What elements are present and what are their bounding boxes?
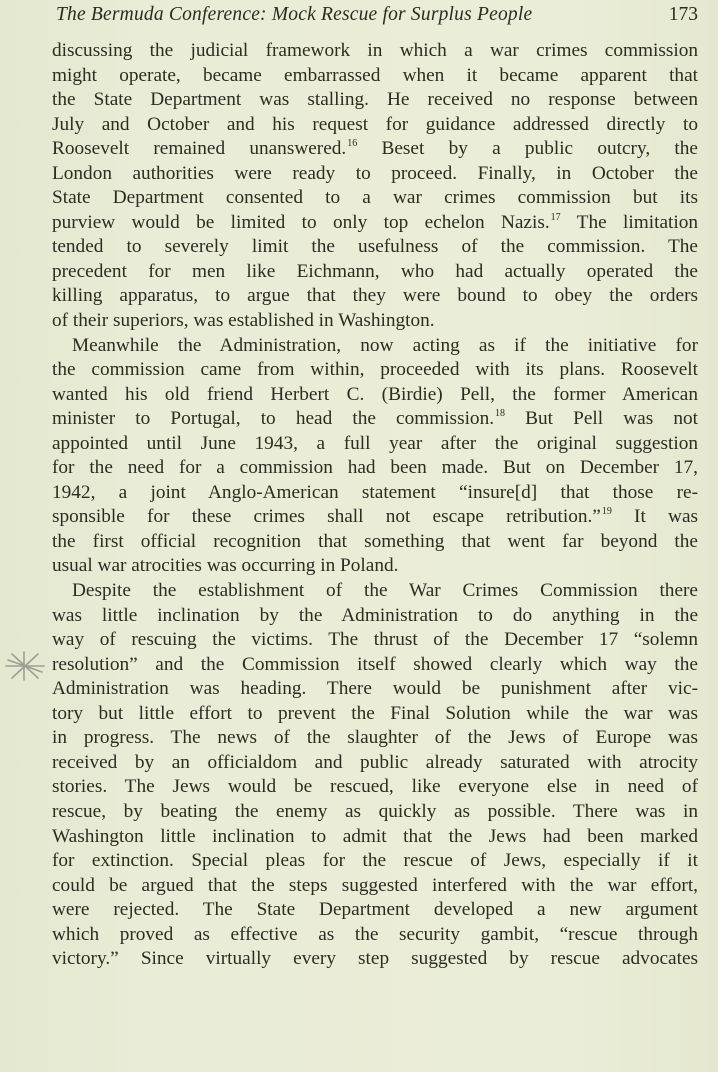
line-text: wanted his old friend Herbert C. (Birdie) Pell, the former American	[52, 383, 698, 405]
text-line	[52, 775, 698, 800]
text-line	[52, 383, 698, 408]
footnote-marker[interactable]: 17	[550, 211, 561, 223]
line-text: discussing the judicial framework in which a war crimes commission	[52, 40, 698, 61]
text-line	[52, 825, 698, 850]
line-text: Meanwhile the Administration, now acting as if the initiative for	[72, 334, 698, 356]
text-line	[52, 530, 698, 555]
text-line	[52, 505, 698, 530]
line-text: usual war atrocities was occurring in Poland.	[52, 555, 399, 577]
text-line	[52, 628, 698, 653]
line-text-continued: Beset by a public outcry, the	[357, 138, 698, 160]
line-text: sponsible for these crimes shall not escape retribution.”	[52, 506, 601, 528]
text-line	[52, 211, 698, 236]
footnote-marker[interactable]: 18	[495, 408, 506, 420]
line-text: the first official recognition that something that went far beyond the	[52, 530, 698, 552]
asterisk-pencil-mark-icon	[2, 648, 46, 684]
text-line	[52, 653, 698, 678]
text-line	[52, 481, 698, 506]
footnote-marker[interactable]: 19	[601, 506, 612, 518]
body-text	[52, 39, 698, 972]
line-text-continued: But Pell was not	[505, 408, 698, 430]
line-text: Roosevelt remained unanswered.	[52, 138, 347, 160]
text-line	[52, 456, 698, 481]
text-line	[52, 39, 698, 64]
line-text: rescue, by beating the enemy as quickly as possible. There was in	[52, 800, 698, 822]
line-text: resolution” and the Commission itself showed clearly which way the	[52, 653, 698, 675]
text-line	[52, 407, 698, 432]
line-text: appointed until June 1943, a full year after the original suggestion	[52, 432, 698, 454]
text-line	[52, 849, 698, 874]
text-line	[52, 702, 698, 727]
text-line	[52, 898, 698, 923]
text-line	[52, 947, 698, 972]
line-text: received by an officialdom and public already saturated with atrocity	[52, 751, 698, 773]
line-text: was little inclination by the Administration to do anything in the	[52, 604, 698, 626]
text-line	[52, 358, 698, 383]
line-text: London authorities were ready to proceed. Finally, in October the	[52, 162, 698, 184]
line-text: victory.” Since virtually every step suggested by rescue advocates	[52, 948, 698, 970]
line-text: purview would be limited to only top echelon Nazis.	[52, 211, 550, 233]
text-line	[52, 64, 698, 89]
line-text: Administration was heading. There would be punishment after vic-	[52, 678, 698, 700]
text-line	[52, 284, 698, 309]
footnote-marker[interactable]: 16	[347, 138, 358, 150]
line-text: might operate, became embarrassed when it became apparent that	[52, 64, 698, 86]
text-line	[52, 235, 698, 260]
line-text: tory but little effort to prevent the Final Solution while the war was	[52, 702, 698, 724]
line-text: in progress. The news of the slaughter of the Jews of Europe was	[52, 727, 698, 749]
line-text: Washington little inclination to admit that the Jews had been marked	[52, 825, 698, 847]
line-text: could be argued that the steps suggested interfered with the war effort,	[52, 874, 698, 896]
text-line	[52, 677, 698, 702]
text-line	[52, 800, 698, 825]
line-text: for the need for a commission had been made. But on December 17,	[52, 457, 698, 479]
page-number: 173	[668, 4, 698, 25]
line-text: for extinction. Special pleas for the rescue of Jews, especially if it	[52, 850, 698, 872]
line-text-continued: The limitation	[560, 211, 698, 233]
line-text: minister to Portugal, to head the commission.	[52, 408, 495, 430]
line-text: tended to severely limit the usefulness of the commission. The	[52, 236, 698, 258]
text-line	[52, 260, 698, 285]
text-line	[52, 186, 698, 211]
line-text: way of rescuing the victims. The thrust of the December 17 “solemn	[52, 629, 698, 651]
line-text: 1942, a joint Anglo-American statement “insure[d] that those re-	[52, 481, 698, 503]
line-text: State Department consented to a war crimes commission but its	[52, 187, 698, 209]
line-text: the commission came from within, proceeded with its plans. Roosevelt	[52, 359, 698, 381]
text-line	[52, 554, 698, 579]
line-text: killing apparatus, to argue that they were bound to obey the orders	[52, 285, 698, 307]
text-line	[52, 113, 698, 138]
line-text: precedent for men like Eichmann, who had actually operated the	[52, 260, 698, 282]
line-text: of their superiors, was established in Washington.	[52, 310, 435, 332]
text-line	[52, 334, 698, 359]
text-line	[52, 137, 698, 162]
text-line	[52, 726, 698, 751]
line-text: which proved as effective as the security gambit, “rescue through	[52, 923, 698, 945]
text-line	[52, 162, 698, 187]
text-line	[52, 604, 698, 629]
text-line	[52, 923, 698, 948]
running-title: The Bermuda Conference: Mock Rescue for Surplus People	[56, 4, 533, 25]
line-text-continued: It was	[611, 506, 698, 528]
line-text: stories. The Jews would be rescued, like everyone else in need of	[52, 776, 698, 798]
text-line	[52, 309, 698, 334]
text-line	[52, 432, 698, 457]
line-text: July and October and his request for guidance addressed directly to	[52, 113, 698, 135]
line-text: were rejected. The State Department developed a new argument	[52, 899, 698, 921]
line-text: the State Department was stalling. He received no response between	[52, 89, 698, 111]
line-text: Despite the establishment of the War Crimes Commission there	[72, 580, 698, 602]
text-line	[52, 88, 698, 113]
running-head	[56, 4, 698, 34]
text-line	[52, 751, 698, 776]
text-line	[52, 579, 698, 604]
text-line	[52, 874, 698, 899]
